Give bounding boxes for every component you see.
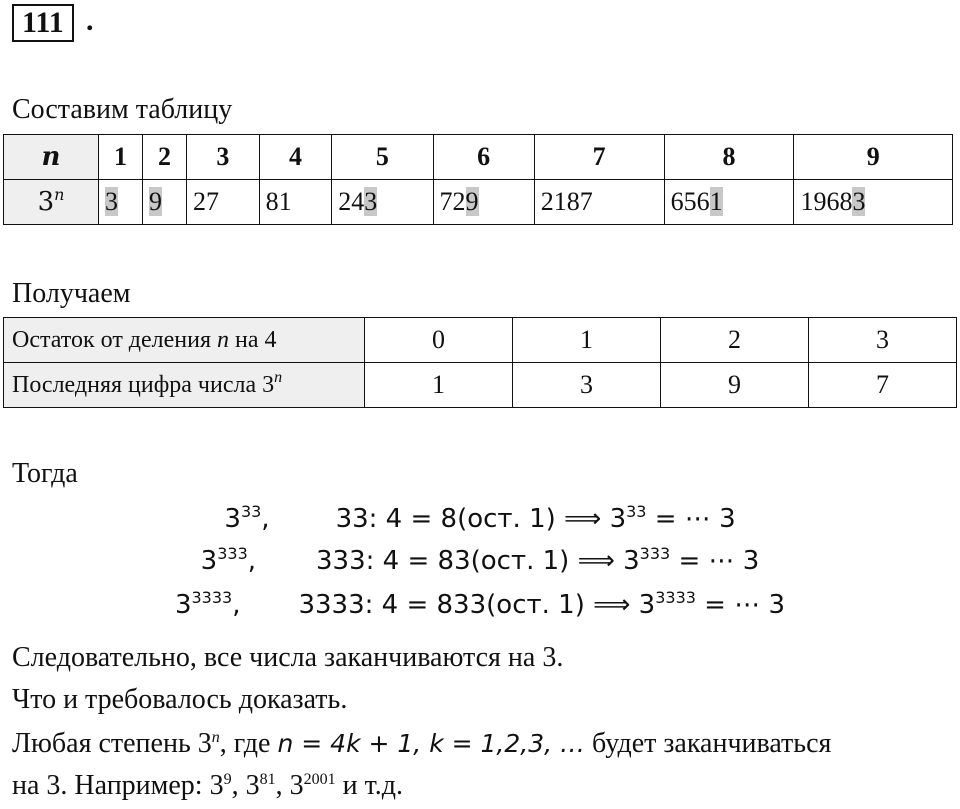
- powers-n-cell: 5: [332, 135, 433, 180]
- problem-number-dot: .: [86, 4, 94, 37]
- remainder-cell: 2: [661, 318, 809, 363]
- powers-row-values: [4, 180, 953, 225]
- powers-value-cell: 729: [433, 180, 534, 225]
- powers-n-cell: 9: [794, 135, 953, 180]
- powers-value-cell: [99, 180, 143, 225]
- powers-n-cell: 4: [259, 135, 332, 180]
- powers-value-cell: 243: [332, 180, 433, 225]
- problem-number: 111: [12, 4, 74, 42]
- powers-row-n: [4, 135, 953, 180]
- last-digit-cell: 9: [661, 363, 809, 408]
- last-digit-label: Последняя цифра числа 3$^n$: [4, 363, 365, 408]
- powers-n-cell: 3: [187, 135, 260, 180]
- last-digit-highlight: 3: [364, 187, 378, 216]
- conclusion-text: Следовательно, все числа заканчиваются на 3.: [12, 642, 564, 673]
- remainder-cell: 3: [809, 318, 957, 363]
- calculation-line: $3^{33}$, 33: 4 = 8(ост. 1) ⟹ $3^{33}$ = ⋯ 3: [224, 502, 736, 534]
- last-digit-row: [4, 363, 957, 408]
- last-digit-highlight: 1: [709, 187, 723, 216]
- remainder-table: [3, 317, 957, 408]
- calculation-line: $3^{333}$, 333: 4 = 83(ост. 1) ⟹ $3^{333}$ = ⋯ 3: [200, 544, 760, 576]
- powers-value-cell: 6561: [664, 180, 794, 225]
- last-digit-cell: 3: [513, 363, 661, 408]
- intro-text: Составим таблицу: [12, 94, 233, 125]
- remainder-cell: 0: [365, 318, 513, 363]
- last-digit-cell: 1: [365, 363, 513, 408]
- powers-value-cell: 27: [187, 180, 260, 225]
- powers-n-cell: 1: [99, 135, 143, 180]
- last-digit-highlight: 9: [149, 187, 163, 216]
- powers-n-cell: 8: [664, 135, 794, 180]
- remainder-row: [4, 318, 957, 363]
- last-digit-highlight: 3: [105, 187, 118, 216]
- remainder-cell: 1: [513, 318, 661, 363]
- we-get-text: Получаем: [12, 278, 131, 309]
- last-digit-highlight: 3: [852, 187, 866, 216]
- powers-table: [3, 134, 953, 225]
- proof-end-text: Что и требовалось доказать.: [12, 684, 348, 715]
- powers-n-label: n: [4, 135, 99, 180]
- powers-n-cell: 2: [143, 135, 187, 180]
- remainder-label: Остаток от деления n на 4: [4, 318, 365, 363]
- last-digit-highlight: 9: [465, 187, 479, 216]
- powers-value-cell: [143, 180, 187, 225]
- powers-value-cell: 2187: [534, 180, 664, 225]
- powers-value-cell: 19683: [794, 180, 953, 225]
- powers-value-cell: 81: [259, 180, 332, 225]
- calculation-line: $3^{3333}$, 3333: 4 = 833(ост. 1) ⟹ $3^{3333}$ = ⋯ 3: [174, 588, 786, 620]
- powers-value-label: 3$^n$: [4, 180, 99, 225]
- then-text: Тогда: [12, 458, 78, 489]
- remark-line-1: Любая степень 3$^n$, где n = 4k + 1, k = 1,2,3, … будет заканчиваться: [12, 728, 832, 759]
- powers-n-cell: 6: [433, 135, 534, 180]
- powers-n-cell: 7: [534, 135, 664, 180]
- last-digit-cell: 7: [809, 363, 957, 408]
- remark-line-2: на 3. Например: $3^9$, $3^{81}$, $3^{2001}$ и т.д.: [12, 770, 403, 801]
